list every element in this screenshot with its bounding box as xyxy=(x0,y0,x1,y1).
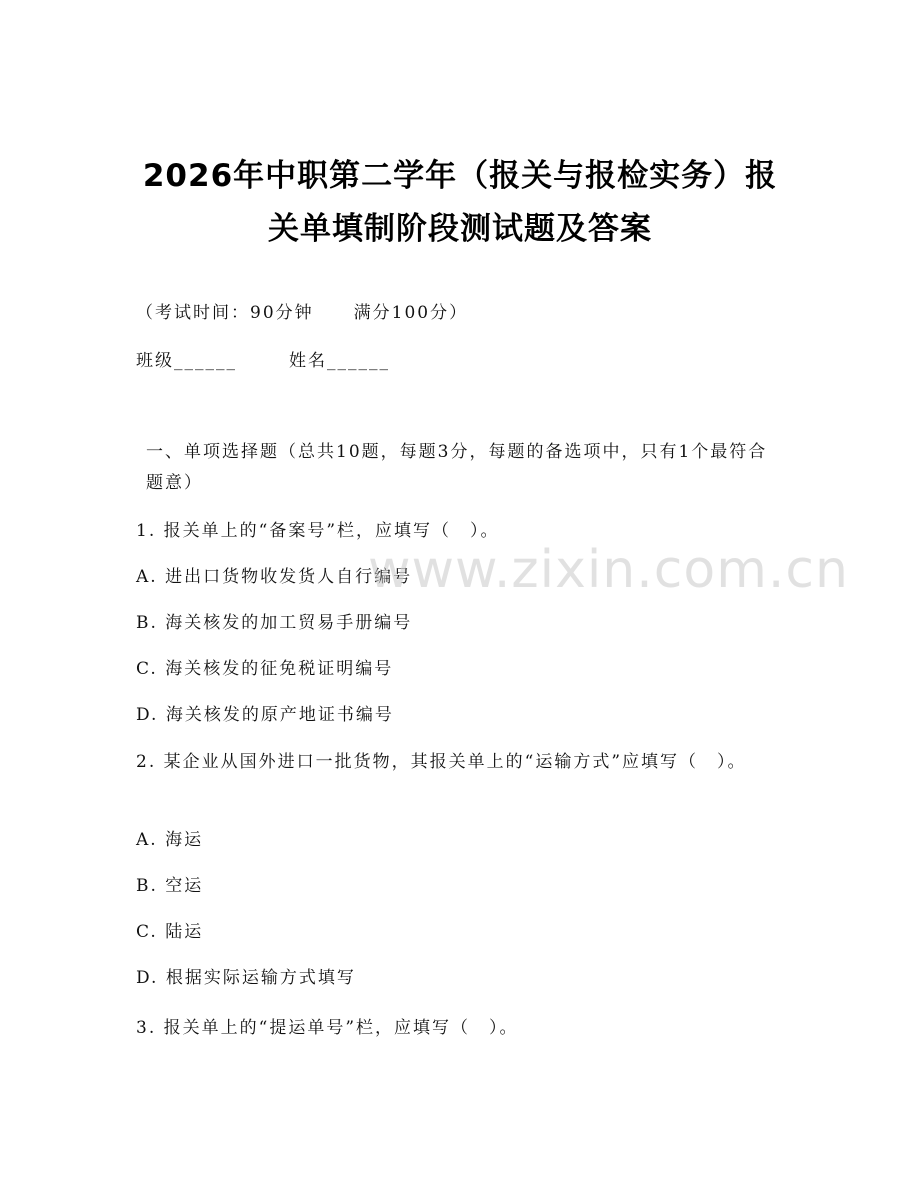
name-field: 姓名______ xyxy=(289,351,390,371)
question-2-option-b: B. 空运 xyxy=(136,876,204,896)
exam-score: 满分100分） xyxy=(353,303,469,323)
document-title xyxy=(120,150,800,256)
question-1-option-a: A. 进出口货物收发货人自行编号 xyxy=(136,567,413,587)
title-line-1: 2026年中职第二学年（报关与报检实务）报 xyxy=(142,158,778,194)
class-field: 班级______ xyxy=(136,351,237,371)
title-line-2: 关单填制阶段测试题及答案 xyxy=(268,211,652,247)
exam-time: （考试时间：90分钟 xyxy=(136,303,314,323)
exam-info xyxy=(136,298,468,329)
question-2-stem: 2. 某企业从国外进口一批货物，其报关单上的“运输方式”应填写（ ）。 xyxy=(136,752,747,772)
watermark: www.zixin.com.cn xyxy=(368,540,849,600)
question-1-stem: 1. 报关单上的“备案号”栏，应填写（ ）。 xyxy=(136,521,500,541)
question-1-option-d: D. 海关核发的原产地证书编号 xyxy=(136,705,394,725)
question-2-option-d: D. 根据实际运输方式填写 xyxy=(136,968,356,988)
question-1-option-c: C. 海关核发的征免税证明编号 xyxy=(136,659,394,679)
question-1-option-b: B. 海关核发的加工贸易手册编号 xyxy=(136,613,413,633)
section-heading: 一、单项选择题（总共10题，每题3分，每题的备选项中，只有1个最符合题意） xyxy=(146,442,768,493)
student-fields xyxy=(136,346,390,377)
question-3-stem: 3. 报关单上的“提运单号”栏，应填写（ ）。 xyxy=(136,1018,519,1038)
question-2-option-c: C. 陆运 xyxy=(136,922,204,942)
question-2-option-a: A. 海运 xyxy=(136,830,204,850)
